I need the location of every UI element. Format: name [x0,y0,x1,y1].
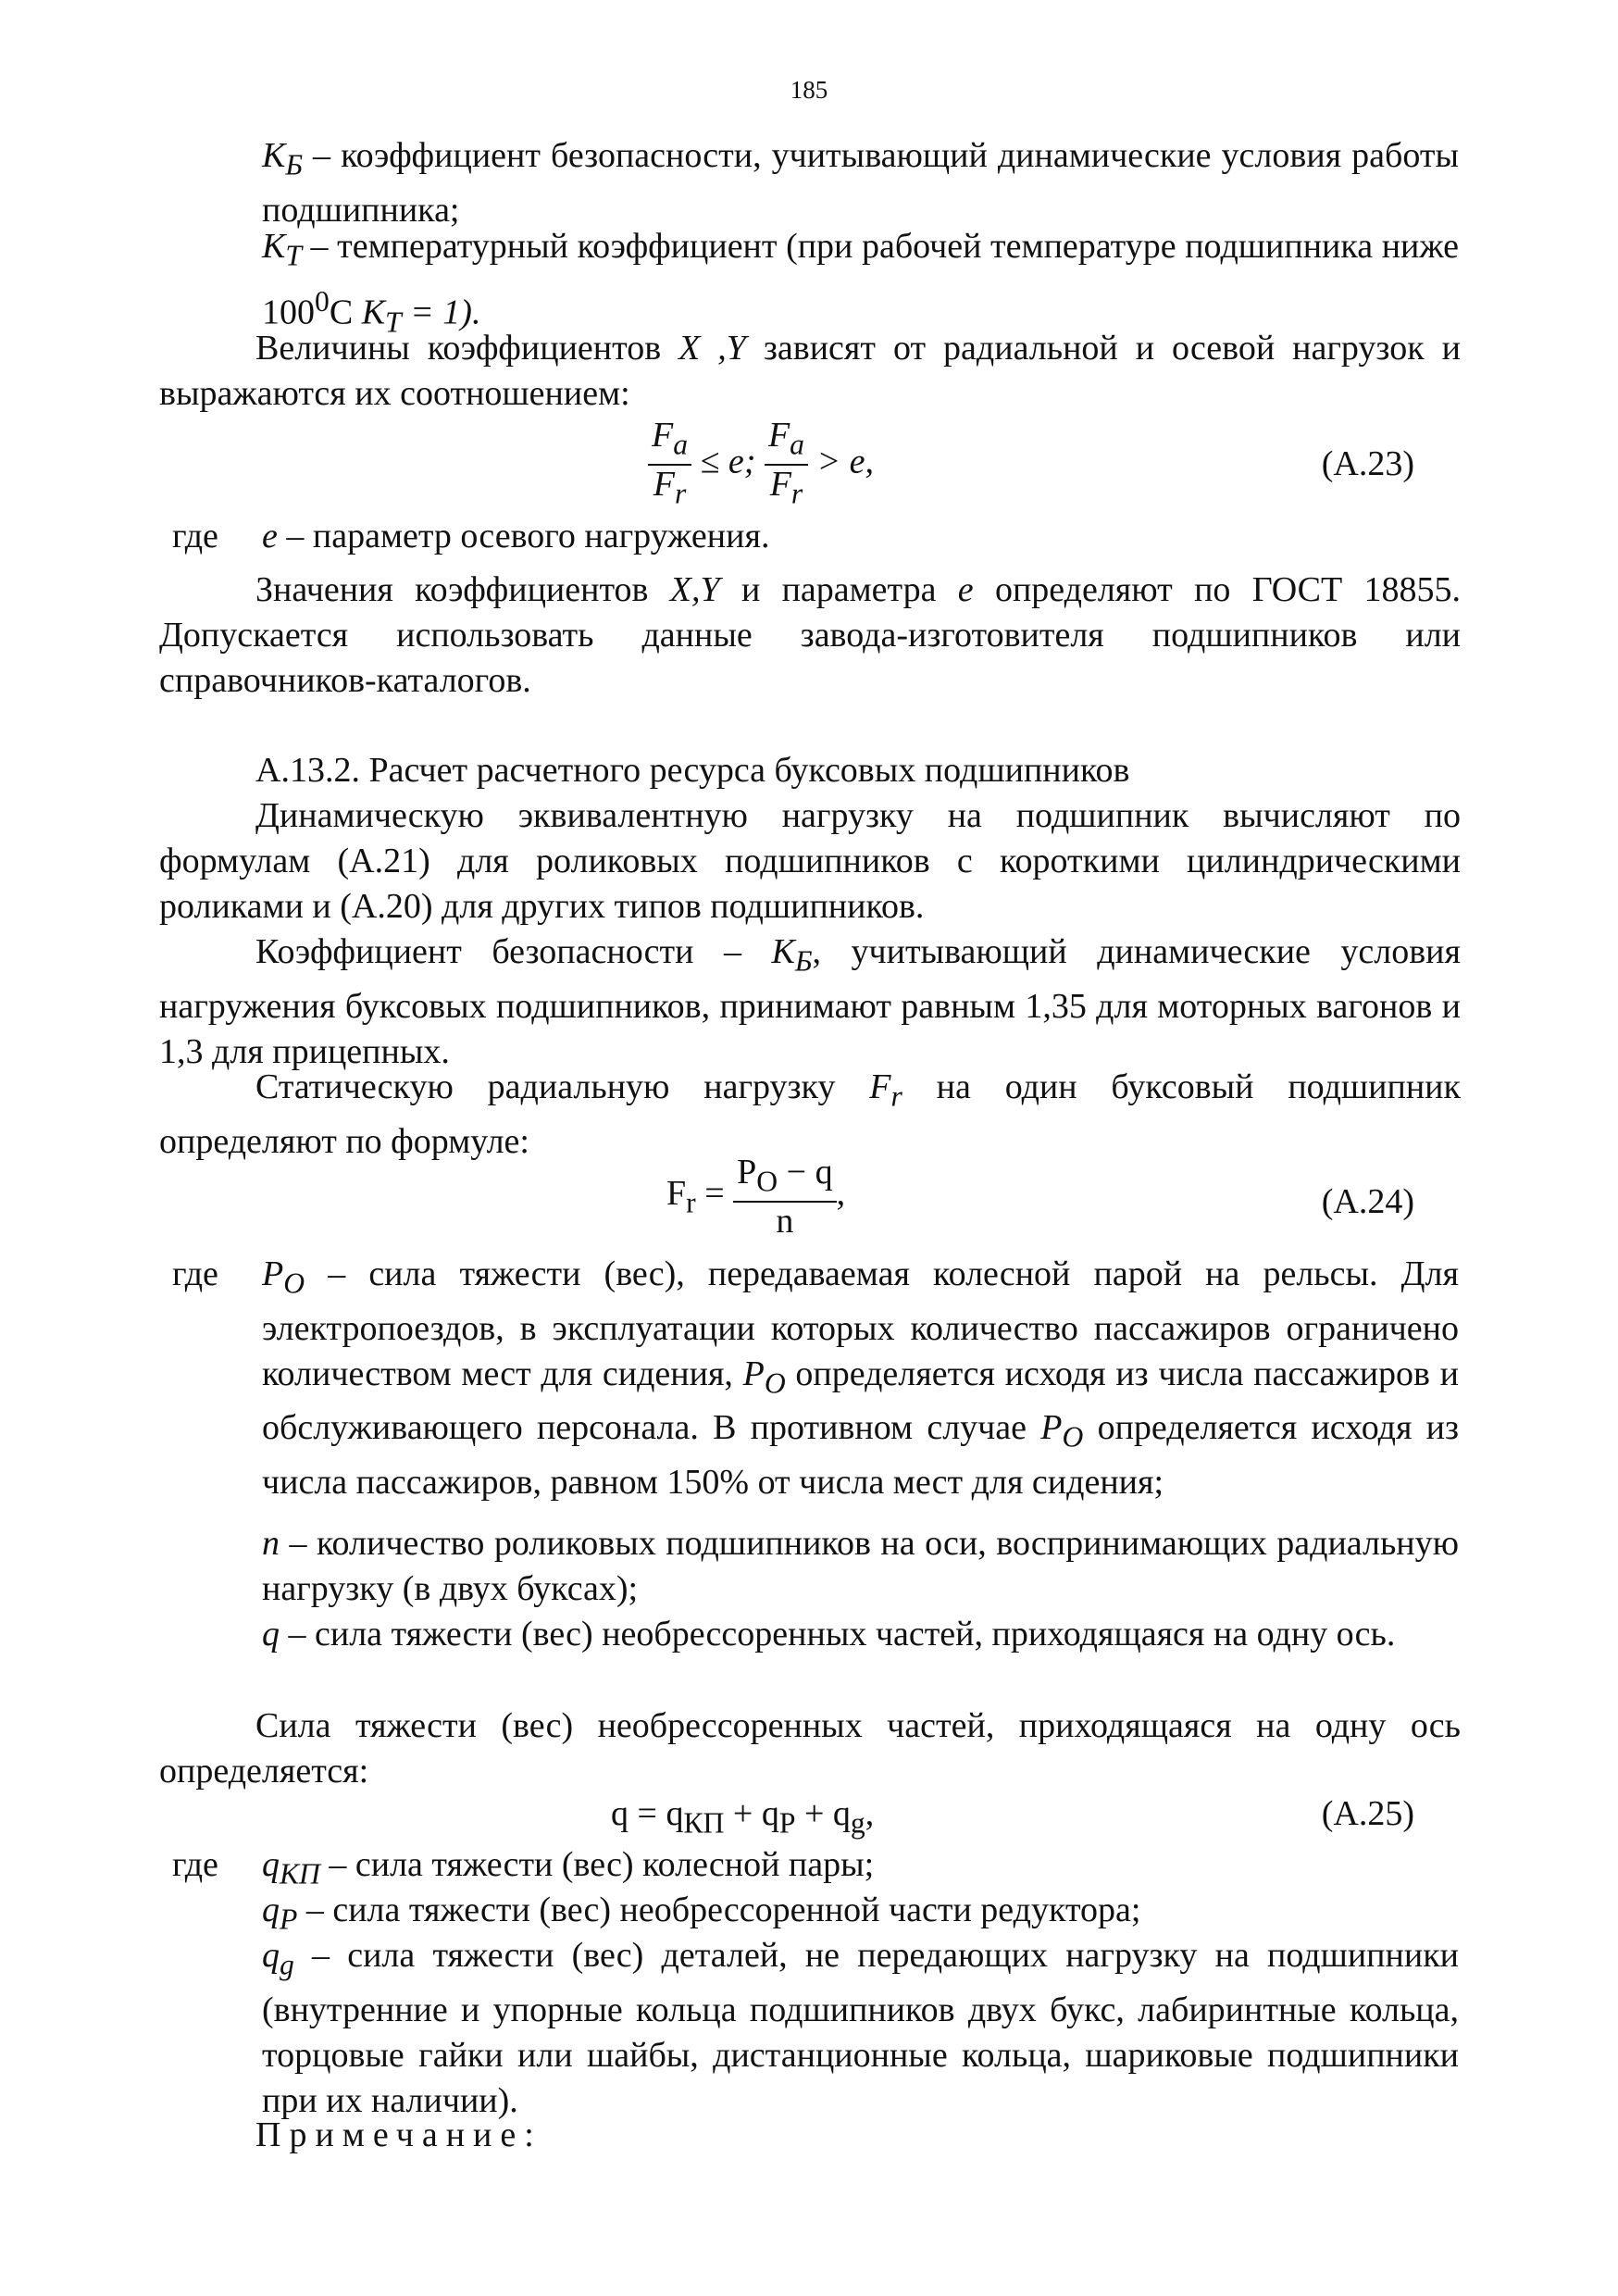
page-number: 185 [790,76,828,104]
where-n-definition: n – количество роликовых подшипников на оси, воспринимающих радиальную нагрузку (в двух буксах); [262,1524,1459,1608]
paragraph-dynamic-load: Динамическую эквивалентную нагрузку на подшипник вычисляют по формулам (A.21) для роликовых подшипников с короткими цилиндрическими роликами и (A.20) для других типов подшипников. [159,796,1461,926]
where-label-3: где [172,1845,218,1884]
equation-label-a23: (A.23) [1321,444,1414,483]
equation-a24: $F_r$ = $\frac{P_O - q}{n}$ , [666,1153,846,1241]
fraction-po-q-n: $\frac{P_O - q}{n}$ [733,1154,836,1240]
where-po-definition: $P_O$ – сила тяжести (вес), передаваемая колесной парой на рельсы. Для электропоездов, в эксплуатации которых количество пассажиров ограничено количеством мест для сидения, $P_O$ определяется исходя из числа пассажиров и обслуживающего персонала. В противном случае $P_O$ определяется исходя из числа пассажиров, равном 150% от числа мест для сидения; [262,1254,1460,1502]
where-e-definition: e – параметр осевого нагружения. [262,517,770,555]
where-q-definition: q – сила тяжести (вес) необрессоренных частей, приходящаяся на одну ось. [262,1615,1396,1653]
kb-definition: $K_Б$ – коэффициент безопасности, учитывающий динамические условия работы подшипника; [262,136,1459,230]
where-label-1: где [172,517,218,555]
paragraph-static-load: Статическую радиальную нагрузку $F_r$ на один буксовый подшипник определяют по формуле: [159,1067,1461,1161]
note-label: Примечание: [255,2115,542,2154]
paragraph-safety-coefficient: Коэффициент безопасности – $K_Б$, учитывающий динамические условия нагружения буксовых подшипников, принимают равным 1,35 для моторных вагонов и 1,3 для прицепных. [159,932,1462,1071]
where-qkp-definition: $q_{КП}$ – сила тяжести (вес) колесной пары; [262,1845,875,1890]
equation-label-a25: (A.25) [1321,1794,1414,1833]
paragraph-gost: Значения коэффициентов X,Y и параметра e определяют по ГОСТ 18855. Допускается использовать данные завода-изготовителя подшипников или справочников-каталогов. [159,570,1461,700]
paragraph-unsprung-weight: Сила тяжести (вес) необрессоренных частей, приходящаяся на одну ось определяется: [159,1706,1461,1791]
equation-a23: $\frac{F_a}{F_r}$ ≤ e; $\frac{F_a}{F_r}$ > e, [648,417,874,512]
where-label-2: где [172,1254,218,1293]
kt-definition: $K_T$ – температурный коэффициент (при рабочей температуре подшипника ниже $100^0C$ $K_T = 1$). [262,227,1459,338]
paragraph-coefficients: Величины коэффициентов X ,Y зависят от радиальной и осевой нагрузок и выражаются их соотношением: [159,329,1461,413]
equation-a25: $q = q_{КП} + q_P + q_g$, [611,1794,875,1840]
where-qg-definition: $q_g$ – сила тяжести (вес) деталей, не передающих нагрузку на подшипники (внутренние и упорные кольца подшипников двух букс, лабиринтные кольца, торцовые гайки или шайбы, дистанционные кольца, шариковые подшипники при их наличии). [262,1936,1459,2120]
fraction-fa-fr: $\frac{F_a}{F_r}$ [648,417,691,512]
where-qp-definition: $q_P$ – сила тяжести (вес) необрессоренной части редуктора; [262,1890,1141,1936]
fraction-fa-fr-2: $\frac{F_a}{F_r}$ [765,417,808,512]
equation-label-a24: (A.24) [1321,1182,1414,1221]
section-heading: A.13.2. Расчет расчетного ресурса буксовых подшипников [255,751,1130,790]
